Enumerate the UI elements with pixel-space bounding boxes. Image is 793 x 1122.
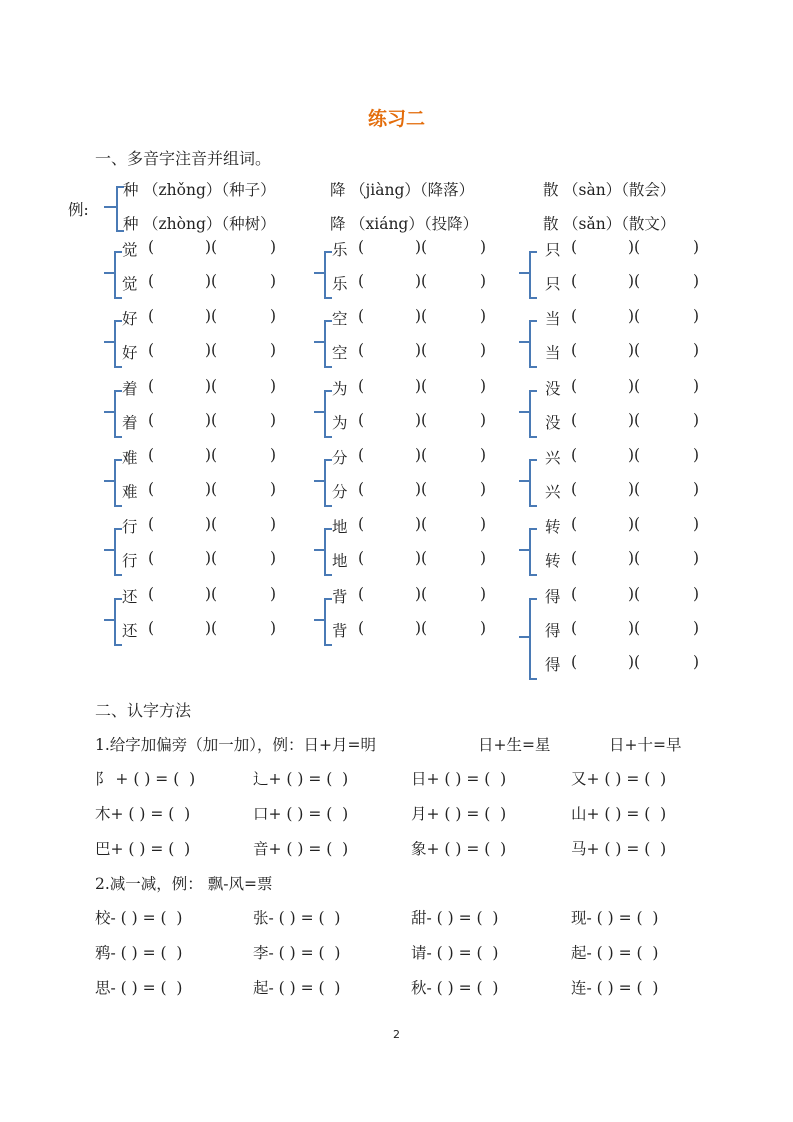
- example-char: 散: [543, 181, 559, 199]
- exercise-item[interactable]: 请- ( ) = ( ): [411, 944, 499, 962]
- exercise-item[interactable]: 连- ( ) = ( ): [571, 979, 659, 997]
- exercise-item[interactable]: 张- ( ) = ( ): [253, 909, 341, 927]
- blank-end: ): [480, 619, 487, 637]
- blank-pinyin[interactable]: (: [148, 411, 155, 429]
- polyphone-char: 分: [332, 449, 348, 467]
- bracket-icon: [519, 272, 529, 274]
- example-bottom: （zhòng）（种树）: [143, 215, 276, 233]
- blank-end: ): [270, 480, 277, 498]
- blank-end: ): [270, 585, 277, 603]
- bracket-icon: [529, 459, 537, 507]
- blank-pinyin[interactable]: (: [571, 446, 578, 464]
- blank-end: ): [693, 341, 700, 359]
- blank-word[interactable]: )(: [628, 619, 641, 637]
- blank-word[interactable]: )(: [415, 480, 428, 498]
- bracket-icon: [314, 272, 324, 274]
- blank-word[interactable]: )(: [415, 585, 428, 603]
- polyphone-char: 为: [332, 414, 348, 432]
- blank-word[interactable]: )(: [628, 653, 641, 671]
- blank-end: ): [480, 411, 487, 429]
- example-label: 例:: [68, 201, 89, 219]
- polyphone-char: 当: [545, 310, 561, 328]
- polyphone-char: 乐: [332, 241, 348, 259]
- blank-end: ): [693, 549, 700, 567]
- exercise-item[interactable]: 音+ ( ) = ( ): [253, 840, 349, 858]
- example-top: （jiàng）（降落）: [350, 181, 475, 199]
- blank-word[interactable]: )(: [205, 411, 218, 429]
- blank-pinyin[interactable]: (: [571, 549, 578, 567]
- blank-pinyin[interactable]: (: [571, 238, 578, 256]
- polyphone-char: 觉: [122, 275, 138, 293]
- bracket-icon: [519, 549, 529, 551]
- blank-pinyin[interactable]: (: [358, 585, 365, 603]
- blank-end: ): [270, 549, 277, 567]
- exercise-item[interactable]: 现- ( ) = ( ): [571, 909, 659, 927]
- bracket-icon: [104, 272, 114, 274]
- polyphone-char: 还: [122, 588, 138, 606]
- blank-end: ): [693, 585, 700, 603]
- bracket-icon: [114, 528, 122, 576]
- blank-end: ): [480, 515, 487, 533]
- bracket-icon: [529, 390, 537, 438]
- exercise-item[interactable]: 甜- ( ) = ( ): [411, 909, 499, 927]
- blank-end: ): [270, 307, 277, 325]
- blank-pinyin[interactable]: (: [358, 341, 365, 359]
- exercise-item[interactable]: 起- ( ) = ( ): [571, 944, 659, 962]
- polyphone-char: 只: [545, 275, 561, 293]
- blank-end: ): [693, 238, 700, 256]
- blank-end: ): [693, 307, 700, 325]
- exercise-item[interactable]: 象+ ( ) = ( ): [411, 840, 507, 858]
- polyphone-char: 只: [545, 241, 561, 259]
- exercise-item[interactable]: 鸦- ( ) = ( ): [95, 944, 183, 962]
- bracket-icon: [324, 320, 332, 368]
- exercise-item[interactable]: 辶+ ( ) = ( ): [253, 770, 349, 788]
- exercise-item[interactable]: 秋- ( ) = ( ): [411, 979, 499, 997]
- blank-end: ): [270, 619, 277, 637]
- blank-word[interactable]: )(: [205, 619, 218, 637]
- blank-end: ): [480, 377, 487, 395]
- blank-word[interactable]: )(: [628, 480, 641, 498]
- bracket-icon: [529, 251, 537, 299]
- page-number: 2: [393, 1028, 400, 1041]
- blank-end: ): [693, 653, 700, 671]
- polyphone-char: 地: [332, 552, 348, 570]
- blank-pinyin[interactable]: (: [571, 377, 578, 395]
- blank-pinyin[interactable]: (: [358, 480, 365, 498]
- part1-example-2: 日+生=星: [478, 736, 551, 754]
- exercise-item[interactable]: 巴+ ( ) = ( ): [95, 840, 191, 858]
- exercise-item[interactable]: 李- ( ) = ( ): [253, 944, 341, 962]
- bracket-icon: [114, 598, 122, 646]
- blank-pinyin[interactable]: (: [148, 272, 155, 290]
- exercise-item[interactable]: 木+ ( ) = ( ): [95, 805, 191, 823]
- blank-word[interactable]: )(: [628, 515, 641, 533]
- bracket-icon: [114, 390, 122, 438]
- example-char: 降: [330, 181, 346, 199]
- blank-end: ): [480, 585, 487, 603]
- example-bottom: （xiáng）（投降）: [350, 215, 479, 233]
- blank-word[interactable]: )(: [205, 585, 218, 603]
- blank-word[interactable]: )(: [628, 307, 641, 325]
- blank-word[interactable]: )(: [205, 515, 218, 533]
- part2-heading: 2.减一减，例： 飘-风=票: [95, 875, 273, 893]
- blank-word[interactable]: )(: [628, 446, 641, 464]
- blank-pinyin[interactable]: (: [358, 307, 365, 325]
- blank-end: ): [693, 480, 700, 498]
- blank-word[interactable]: )(: [628, 585, 641, 603]
- blank-word[interactable]: )(: [628, 341, 641, 359]
- blank-end: ): [480, 341, 487, 359]
- polyphone-char: 为: [332, 380, 348, 398]
- blank-word[interactable]: )(: [415, 515, 428, 533]
- blank-pinyin[interactable]: (: [571, 515, 578, 533]
- blank-pinyin[interactable]: (: [148, 585, 155, 603]
- bracket-icon: [314, 549, 324, 551]
- bracket-icon: [104, 619, 114, 621]
- polyphone-char: 行: [122, 518, 138, 536]
- bracket-icon: [324, 598, 332, 646]
- blank-word[interactable]: )(: [205, 549, 218, 567]
- blank-pinyin[interactable]: (: [148, 307, 155, 325]
- polyphone-char: 好: [122, 310, 138, 328]
- bracket-icon: [324, 459, 332, 507]
- exercise-item[interactable]: 校- ( ) = ( ): [95, 909, 183, 927]
- polyphone-char: 当: [545, 344, 561, 362]
- blank-word[interactable]: )(: [205, 446, 218, 464]
- exercise-item[interactable]: 起- ( ) = ( ): [253, 979, 341, 997]
- blank-pinyin[interactable]: (: [358, 619, 365, 637]
- polyphone-char: 着: [122, 414, 138, 432]
- blank-pinyin[interactable]: (: [148, 619, 155, 637]
- example-char: 降: [330, 215, 346, 233]
- blank-word[interactable]: )(: [415, 272, 428, 290]
- blank-end: ): [270, 411, 277, 429]
- section2-heading: 二、认字方法: [95, 701, 192, 720]
- exercise-item[interactable]: 阝 + ( ) = ( ): [95, 770, 196, 788]
- example-top: （zhǒng）（种子）: [143, 181, 276, 199]
- polyphone-char: 转: [545, 552, 561, 570]
- bracket-icon: [519, 636, 529, 638]
- blank-pinyin[interactable]: (: [571, 307, 578, 325]
- blank-word[interactable]: )(: [415, 377, 428, 395]
- blank-word[interactable]: )(: [205, 307, 218, 325]
- bracket-icon: [104, 411, 114, 413]
- example-bottom: （sǎn）（散文）: [563, 215, 676, 233]
- exercise-item[interactable]: 日+ ( ) = ( ): [411, 770, 507, 788]
- part1-example-3: 日+十=早: [609, 736, 682, 754]
- polyphone-char: 背: [332, 622, 348, 640]
- polyphone-char: 兴: [545, 449, 561, 467]
- blank-word[interactable]: )(: [205, 480, 218, 498]
- blank-end: ): [693, 377, 700, 395]
- exercise-item[interactable]: 又+ ( ) = ( ): [571, 770, 667, 788]
- polyphone-char: 难: [122, 483, 138, 501]
- blank-end: ): [270, 238, 277, 256]
- blank-pinyin[interactable]: (: [148, 549, 155, 567]
- blank-pinyin[interactable]: (: [148, 446, 155, 464]
- blank-end: ): [270, 272, 277, 290]
- blank-word[interactable]: )(: [415, 549, 428, 567]
- blank-word[interactable]: )(: [628, 272, 641, 290]
- blank-end: ): [480, 307, 487, 325]
- blank-word[interactable]: )(: [415, 446, 428, 464]
- polyphone-char: 觉: [122, 241, 138, 259]
- polyphone-char: 得: [545, 622, 561, 640]
- bracket-icon: [104, 341, 114, 343]
- blank-end: ): [270, 377, 277, 395]
- polyphone-char: 转: [545, 518, 561, 536]
- exercise-item[interactable]: 思- ( ) = ( ): [95, 979, 183, 997]
- blank-pinyin[interactable]: (: [571, 411, 578, 429]
- blank-pinyin[interactable]: (: [148, 480, 155, 498]
- polyphone-char: 得: [545, 656, 561, 674]
- blank-pinyin[interactable]: (: [358, 446, 365, 464]
- polyphone-char: 分: [332, 483, 348, 501]
- blank-pinyin[interactable]: (: [358, 411, 365, 429]
- bracket-icon: [519, 480, 529, 482]
- example-char: 散: [543, 215, 559, 233]
- blank-pinyin[interactable]: (: [358, 377, 365, 395]
- blank-pinyin[interactable]: (: [571, 272, 578, 290]
- blank-word[interactable]: )(: [205, 341, 218, 359]
- blank-word[interactable]: )(: [415, 307, 428, 325]
- blank-word[interactable]: )(: [628, 549, 641, 567]
- blank-pinyin[interactable]: (: [571, 619, 578, 637]
- exercise-item[interactable]: 马+ ( ) = ( ): [571, 840, 667, 858]
- bracket-icon: [314, 619, 324, 621]
- blank-word[interactable]: )(: [415, 619, 428, 637]
- blank-word[interactable]: )(: [628, 377, 641, 395]
- bracket-icon: [519, 341, 529, 343]
- blank-pinyin[interactable]: (: [358, 238, 365, 256]
- polyphone-char: 空: [332, 344, 348, 362]
- blank-word[interactable]: )(: [628, 238, 641, 256]
- bracket-icon: [104, 549, 114, 551]
- bracket-icon: [529, 320, 537, 368]
- exercise-item[interactable]: 口+ ( ) = ( ): [253, 805, 349, 823]
- blank-end: ): [693, 619, 700, 637]
- blank-pinyin[interactable]: (: [148, 377, 155, 395]
- polyphone-char: 还: [122, 622, 138, 640]
- polyphone-char: 兴: [545, 483, 561, 501]
- blank-end: ): [480, 446, 487, 464]
- page-title: 练习二: [367, 108, 425, 130]
- blank-end: ): [480, 480, 487, 498]
- bracket-icon: [324, 251, 332, 299]
- blank-end: ): [480, 549, 487, 567]
- blank-pinyin[interactable]: (: [571, 480, 578, 498]
- section1-heading: 一、多音字注音并组词。: [95, 149, 272, 168]
- bracket-icon: [314, 341, 324, 343]
- polyphone-char: 好: [122, 344, 138, 362]
- bracket-icon: [519, 411, 529, 413]
- polyphone-char: 空: [332, 310, 348, 328]
- blank-end: ): [270, 515, 277, 533]
- bracket-icon: [314, 480, 324, 482]
- blank-end: ): [270, 446, 277, 464]
- bracket-icon: [314, 411, 324, 413]
- example-char: 种: [123, 181, 139, 199]
- blank-pinyin[interactable]: (: [358, 549, 365, 567]
- blank-word[interactable]: )(: [415, 238, 428, 256]
- example-top: （sàn）（散会）: [563, 181, 676, 199]
- blank-end: ): [693, 515, 700, 533]
- blank-pinyin[interactable]: (: [148, 341, 155, 359]
- blank-pinyin[interactable]: (: [571, 653, 578, 671]
- polyphone-char: 没: [545, 414, 561, 432]
- blank-end: ): [270, 341, 277, 359]
- blank-word[interactable]: )(: [205, 238, 218, 256]
- polyphone-char: 地: [332, 518, 348, 536]
- part1-heading: 1.给字加偏旁（加一加），例：日+月=明: [95, 736, 377, 754]
- blank-pinyin[interactable]: (: [571, 341, 578, 359]
- blank-pinyin[interactable]: (: [358, 515, 365, 533]
- blank-word[interactable]: )(: [205, 377, 218, 395]
- blank-word[interactable]: )(: [415, 411, 428, 429]
- blank-word[interactable]: )(: [628, 411, 641, 429]
- blank-end: ): [693, 272, 700, 290]
- polyphone-char: 着: [122, 380, 138, 398]
- exercise-item[interactable]: 山+ ( ) = ( ): [571, 805, 667, 823]
- polyphone-char: 难: [122, 449, 138, 467]
- bracket-icon: [529, 598, 537, 680]
- bracket-icon: [114, 459, 122, 507]
- blank-pinyin[interactable]: (: [571, 585, 578, 603]
- bracket-icon: [114, 251, 122, 299]
- exercise-item[interactable]: 月+ ( ) = ( ): [411, 805, 507, 823]
- blank-end: ): [693, 446, 700, 464]
- blank-word[interactable]: )(: [205, 272, 218, 290]
- polyphone-char: 得: [545, 588, 561, 606]
- polyphone-char: 行: [122, 552, 138, 570]
- blank-end: ): [693, 411, 700, 429]
- example-char: 种: [123, 215, 139, 233]
- blank-pinyin[interactable]: (: [148, 238, 155, 256]
- blank-pinyin[interactable]: (: [148, 515, 155, 533]
- bracket-icon: [529, 528, 537, 576]
- blank-end: ): [480, 272, 487, 290]
- bracket-icon: [324, 390, 332, 438]
- bracket-icon: [104, 480, 114, 482]
- blank-word[interactable]: )(: [415, 341, 428, 359]
- polyphone-char: 背: [332, 588, 348, 606]
- blank-end: ): [480, 238, 487, 256]
- polyphone-char: 没: [545, 380, 561, 398]
- blank-pinyin[interactable]: (: [358, 272, 365, 290]
- bracket-icon: [324, 528, 332, 576]
- bracket-icon: [114, 320, 122, 368]
- polyphone-char: 乐: [332, 275, 348, 293]
